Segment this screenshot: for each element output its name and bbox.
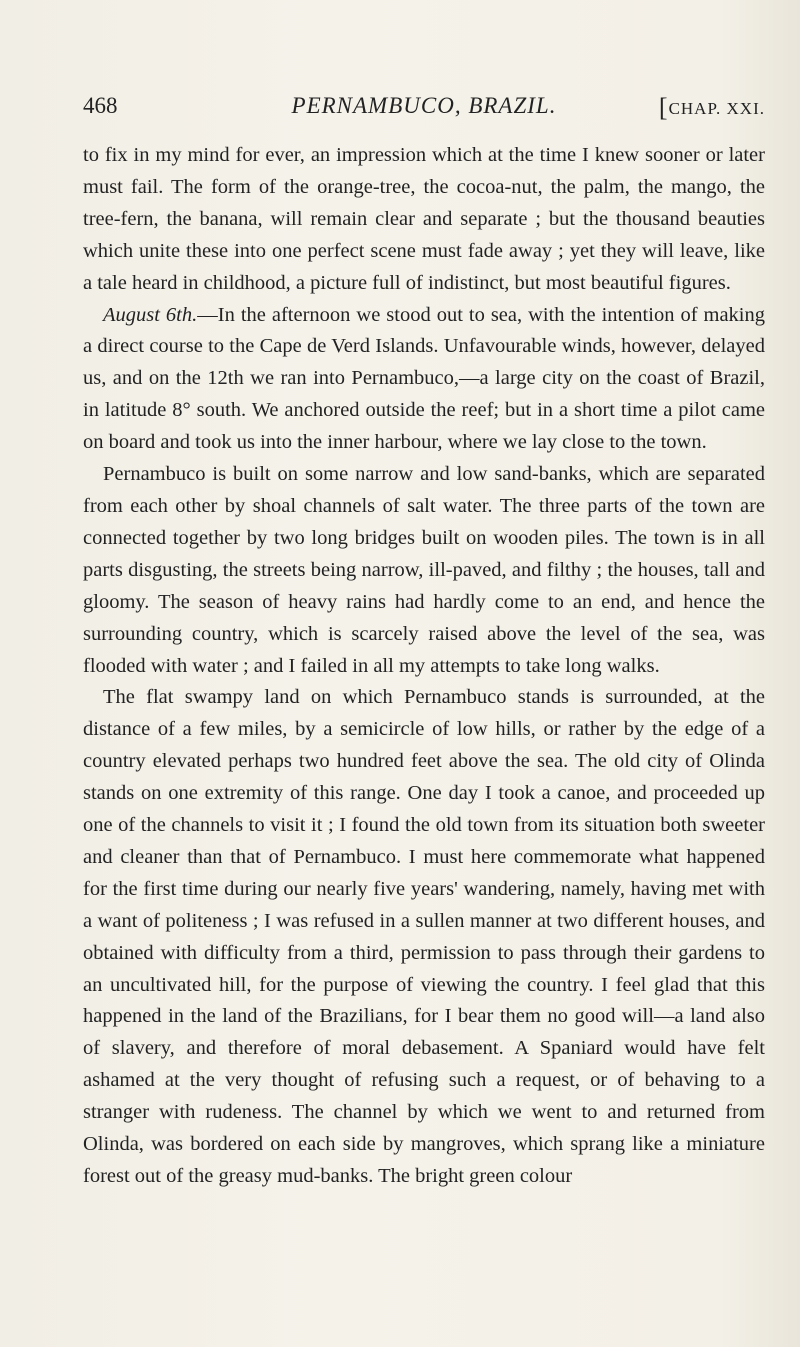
paragraph-olinda: The flat swampy land on which Pernambuco stands is surrounded, at the distance of a few miles, by a semicircle of low hills, or rather by the edge of a country elevated perhaps two hundred feet above the sea. The old city of Olinda stands on one extremity of this range. One day I took a canoe, and proceeded up one of the channels to visit it ; I found the old town from its situation both sweeter and cleaner than that of Pernambuco. I must here commemorate what happened for the first time during our nearly five years' wandering, namely, having met with a want of politeness ; I was refused in a sullen manner at two different houses, and obtained with difficulty from a third, permission to pass through their gardens to an uncultivated hill, for the purpose of viewing the country. I feel glad that this happened in the land of the Brazilians, for I bear them no good will—a land also of slavery, and therefore of moral debasement. A Spaniard would have felt ashamed at the very thought of refusing such a request, or of behaving to a stranger with rudeness. The channel by which we went to and returned from Olinda, was bordered on each side by mangroves, which sprang like a miniature forest out of the greasy mud-banks. The bright green colour bbox=[83, 686, 765, 1187]
chapter-bracket: [ bbox=[658, 93, 669, 122]
page-number: 468 bbox=[83, 93, 118, 118]
chapter-label: CHAP. XXI. bbox=[668, 99, 765, 118]
running-head bbox=[83, 90, 765, 122]
running-title: PERNAMBUCO, BRAZIL. bbox=[291, 93, 557, 118]
date-label: August 6th. bbox=[103, 303, 198, 326]
paragraph-pernambuco-town: Pernambuco is built on some narrow and low sand-banks, which are separated from each other by shoal channels of salt water. The three parts of the town are connected together by two long bridges built on wooden piles. The town is in all parts disgusting, the streets being narrow, ill-paved, and filthy ; the houses, tall and gloomy. The season of heavy rains had hardly come to an end, and hence the surrounding country, which is scarcely raised above the level of the sea, was flooded with water ; and I failed in all my attempts to take long walks. bbox=[83, 463, 765, 677]
paragraph-text: —In the afternoon we stood out to sea, with the intention of making a direct course to the Cape de Verd Islands. Unfavourable winds, however, delayed us, and on the 12th we ran into Pernambuco,—a large city on the coast of Brazil, in latitude 8° south. We anchored outside the reef; but in a short time a pilot came on board and took us into the inner harbour, where we lay close to the town. bbox=[83, 303, 765, 454]
body-text bbox=[83, 140, 765, 1193]
chapter-reference bbox=[659, 90, 765, 125]
paragraph-august-6th bbox=[83, 300, 765, 460]
paragraph-continuation: to fix in my mind for ever, an impression which at the time I knew sooner or later must fail. The form of the orange-tree, the cocoa-nut, the palm, the mango, the tree-fern, the banana, will remain clear and separate ; but the thousand beauties which unite these into one perfect scene must fade away ; yet they will leave, like a tale heard in childhood, a picture full of indistinct, but most beautiful figures. bbox=[83, 144, 765, 294]
